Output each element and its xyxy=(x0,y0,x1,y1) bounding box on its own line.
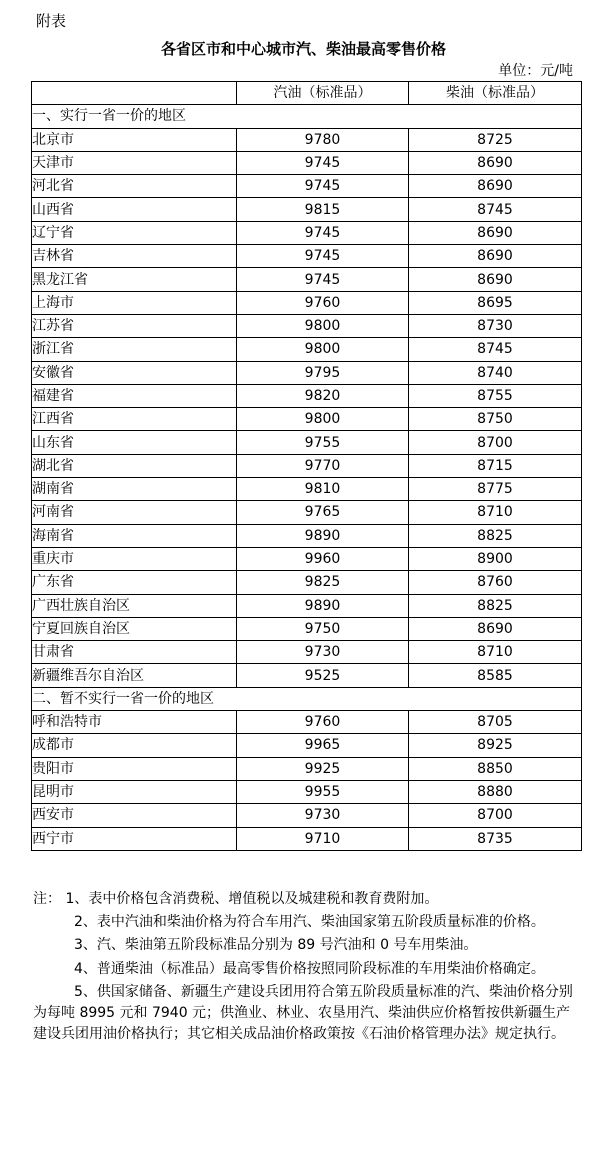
gasoline-price: 9955 xyxy=(237,780,409,803)
table-row xyxy=(32,571,582,594)
diesel-price: 8825 xyxy=(409,594,582,617)
region-name: 甘肃省 xyxy=(32,641,237,664)
diesel-price: 8880 xyxy=(409,780,582,803)
section-title: 二、暂不实行一省一价的地区 xyxy=(32,687,582,710)
table-row xyxy=(32,221,582,244)
table-row xyxy=(32,827,582,850)
table-row xyxy=(32,384,582,407)
diesel-price: 8700 xyxy=(409,804,582,827)
gasoline-price: 9960 xyxy=(237,547,409,570)
diesel-price: 8710 xyxy=(409,641,582,664)
notes xyxy=(33,889,573,1047)
region-name: 湖南省 xyxy=(32,478,237,501)
gasoline-price: 9750 xyxy=(237,617,409,640)
price-table-body xyxy=(32,82,582,851)
gasoline-price: 9925 xyxy=(237,757,409,780)
table-row xyxy=(32,641,582,664)
diesel-price: 8745 xyxy=(409,338,582,361)
table-row xyxy=(32,711,582,734)
table-row xyxy=(32,524,582,547)
gasoline-price: 9800 xyxy=(237,314,409,337)
region-name: 新疆维吾尔自治区 xyxy=(32,664,237,687)
region-name: 北京市 xyxy=(32,128,237,151)
table-row xyxy=(32,198,582,221)
gasoline-price: 9745 xyxy=(237,151,409,174)
region-name: 黑龙江省 xyxy=(32,268,237,291)
gasoline-price: 9760 xyxy=(237,711,409,734)
table-row xyxy=(32,664,582,687)
gasoline-price: 9730 xyxy=(237,804,409,827)
section-title: 一、实行一省一价的地区 xyxy=(32,105,582,128)
diesel-price: 8775 xyxy=(409,478,582,501)
header-gasoline: 汽油（标准品） xyxy=(237,82,409,105)
table-row xyxy=(32,151,582,174)
header-region xyxy=(32,82,237,105)
table-row xyxy=(32,361,582,384)
note-5: 5、供国家储备、新疆生产建设兵团用符合第五阶段质量标准的汽、柴油价格分别为每吨 8995 元和 7940 元；供渔业、林业、农垦用汽、柴油供应价格暂按供新疆生产建设兵团用油价格执行；其它相关成品油价格政策按《石油价格管理办法》规定执行。 xyxy=(33,983,573,1043)
table-row xyxy=(32,547,582,570)
region-name: 广东省 xyxy=(32,571,237,594)
note-3: 3、汽、柴油第五阶段标准品分别为 89 号汽油和 0 号车用柴油。 xyxy=(74,937,478,954)
region-name: 海南省 xyxy=(32,524,237,547)
gasoline-price: 9730 xyxy=(237,641,409,664)
gasoline-price: 9745 xyxy=(237,268,409,291)
gasoline-price: 9795 xyxy=(237,361,409,384)
region-name: 福建省 xyxy=(32,384,237,407)
region-name: 辽宁省 xyxy=(32,221,237,244)
region-name: 山东省 xyxy=(32,431,237,454)
table-row xyxy=(32,804,582,827)
region-name: 湖北省 xyxy=(32,454,237,477)
header-diesel: 柴油（标准品） xyxy=(409,82,582,105)
unit-label: 单位：元/吨 xyxy=(498,63,573,79)
gasoline-price: 9710 xyxy=(237,827,409,850)
gasoline-price: 9800 xyxy=(237,408,409,431)
table-row xyxy=(32,408,582,431)
diesel-price: 8585 xyxy=(409,664,582,687)
region-name: 天津市 xyxy=(32,151,237,174)
table-row xyxy=(32,617,582,640)
gasoline-price: 9745 xyxy=(237,221,409,244)
diesel-price: 8715 xyxy=(409,454,582,477)
region-name: 山西省 xyxy=(32,198,237,221)
table-row xyxy=(32,314,582,337)
price-table xyxy=(31,81,582,851)
region-name: 昆明市 xyxy=(32,780,237,803)
table-row xyxy=(32,478,582,501)
diesel-price: 8690 xyxy=(409,617,582,640)
diesel-price: 8690 xyxy=(409,151,582,174)
table-row xyxy=(32,734,582,757)
gasoline-price: 9825 xyxy=(237,571,409,594)
region-name: 安徽省 xyxy=(32,361,237,384)
diesel-price: 8725 xyxy=(409,128,582,151)
region-name: 贵阳市 xyxy=(32,757,237,780)
header-row xyxy=(32,82,582,105)
page-title: 各省区市和中心城市汽、柴油最高零售价格 xyxy=(160,40,446,58)
table-row xyxy=(32,175,582,198)
region-name: 浙江省 xyxy=(32,338,237,361)
region-name: 西宁市 xyxy=(32,827,237,850)
region-name: 重庆市 xyxy=(32,547,237,570)
gasoline-price: 9745 xyxy=(237,175,409,198)
diesel-price: 8695 xyxy=(409,291,582,314)
diesel-price: 8730 xyxy=(409,314,582,337)
region-name: 江苏省 xyxy=(32,314,237,337)
table-row xyxy=(32,501,582,524)
region-name: 河南省 xyxy=(32,501,237,524)
section-row-2 xyxy=(32,687,582,710)
note-4: 4、普通柴油（标准品）最高零售价格按照同阶段标准的车用柴油价格确定。 xyxy=(74,960,545,977)
region-name: 西安市 xyxy=(32,804,237,827)
region-name: 广西壮族自治区 xyxy=(32,594,237,617)
region-name: 吉林省 xyxy=(32,245,237,268)
diesel-price: 8850 xyxy=(409,757,582,780)
diesel-price: 8705 xyxy=(409,711,582,734)
table-row xyxy=(32,757,582,780)
diesel-price: 8900 xyxy=(409,547,582,570)
gasoline-price: 9780 xyxy=(237,128,409,151)
diesel-price: 8690 xyxy=(409,175,582,198)
diesel-price: 8750 xyxy=(409,408,582,431)
gasoline-price: 9890 xyxy=(237,524,409,547)
table-row xyxy=(32,128,582,151)
table-row xyxy=(32,780,582,803)
diesel-price: 8740 xyxy=(409,361,582,384)
gasoline-price: 9815 xyxy=(237,198,409,221)
table-row xyxy=(32,454,582,477)
gasoline-price: 9745 xyxy=(237,245,409,268)
gasoline-price: 9820 xyxy=(237,384,409,407)
note-2: 2、表中汽油和柴油价格为符合车用汽、柴油国家第五阶段质量标准的价格。 xyxy=(74,914,545,931)
diesel-price: 8925 xyxy=(409,734,582,757)
note-1: 注： 1、表中价格包含消费税、增值税以及城建税和教育费附加。 xyxy=(33,891,439,907)
region-name: 河北省 xyxy=(32,175,237,198)
diesel-price: 8690 xyxy=(409,245,582,268)
table-row xyxy=(32,338,582,361)
diesel-price: 8745 xyxy=(409,198,582,221)
diesel-price: 8825 xyxy=(409,524,582,547)
gasoline-price: 9890 xyxy=(237,594,409,617)
region-name: 上海市 xyxy=(32,291,237,314)
diesel-price: 8735 xyxy=(409,827,582,850)
region-name: 宁夏回族自治区 xyxy=(32,617,237,640)
gasoline-price: 9965 xyxy=(237,734,409,757)
diesel-price: 8710 xyxy=(409,501,582,524)
gasoline-price: 9765 xyxy=(237,501,409,524)
gasoline-price: 9800 xyxy=(237,338,409,361)
gasoline-price: 9755 xyxy=(237,431,409,454)
table-row xyxy=(32,245,582,268)
table-row xyxy=(32,594,582,617)
region-name: 成都市 xyxy=(32,734,237,757)
appendix-label: 附表 xyxy=(36,12,67,30)
diesel-price: 8690 xyxy=(409,268,582,291)
gasoline-price: 9525 xyxy=(237,664,409,687)
diesel-price: 8690 xyxy=(409,221,582,244)
gasoline-price: 9760 xyxy=(237,291,409,314)
table-row xyxy=(32,431,582,454)
section-row-1 xyxy=(32,105,582,128)
table-row xyxy=(32,291,582,314)
diesel-price: 8700 xyxy=(409,431,582,454)
diesel-price: 8755 xyxy=(409,384,582,407)
region-name: 呼和浩特市 xyxy=(32,711,237,734)
region-name: 江西省 xyxy=(32,408,237,431)
gasoline-price: 9770 xyxy=(237,454,409,477)
gasoline-price: 9810 xyxy=(237,478,409,501)
diesel-price: 8760 xyxy=(409,571,582,594)
table-row xyxy=(32,268,582,291)
